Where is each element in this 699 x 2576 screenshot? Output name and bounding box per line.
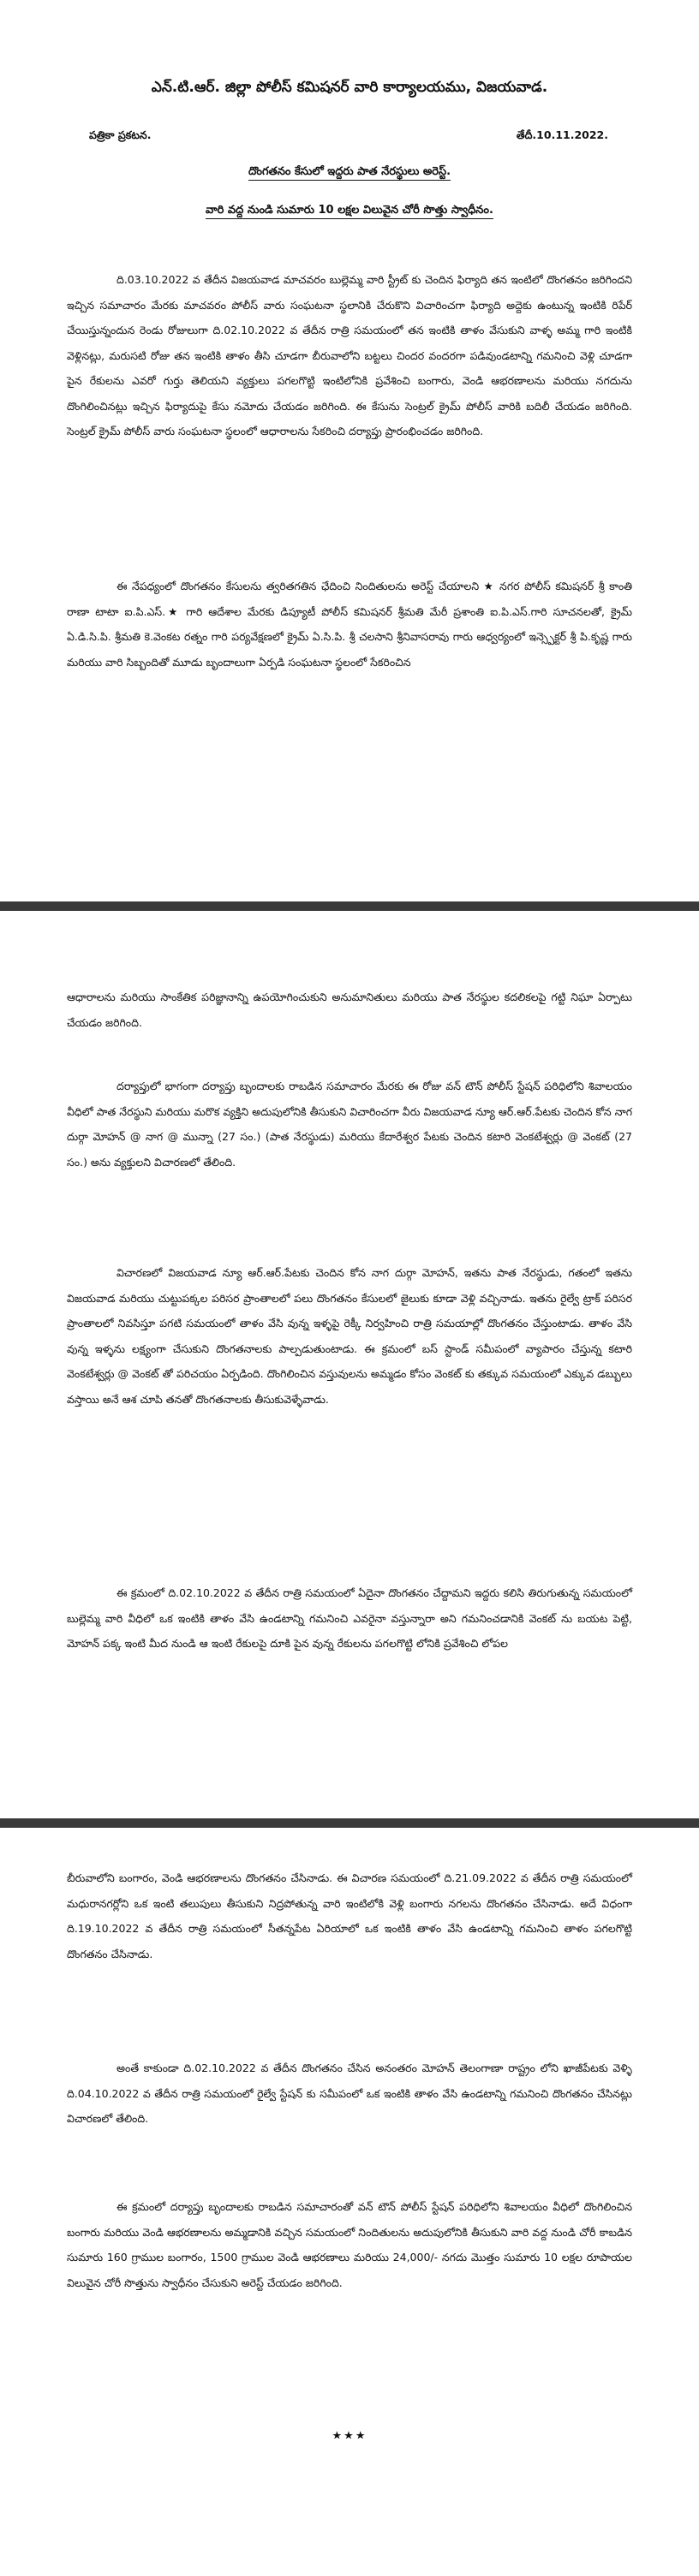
paragraph-investigation: ఈ నేపధ్యంలో దొంగతనం కేసులను త్వరితగతిన ఛేదించి నిందితులను అరెస్ట్ చేయాలని ★ నగర పోలీస్ కమిషనర్ శ్రీ కాంతి రాణా టాటా ఐ.పి.ఎస్.★ గారి ఆదేశాల మేరకు డిప్యూటీ పోలీస్ కమిషనర్ శ్రీమతి మేరీ ప్రశాంతి ఐ.పి.ఎస్.గారి సూచనలతో, క్రైమ్ ఏ.డి.సి.పి. శ్రీమతి కె.వెంకట రత్నం గారి పర్యవేక్షణలో క్రైమ్ ఏ.సి.పి. శ్రీ చలసాని శ్రీనివాసరావు గారు ఆధ్వర్యంలో ఇన్స్పెక్టర్ శ్రీ పి.కృష్ణ గారు మరియు వారి సిబ్బందితో మూడు బృందాలుగా ఏర్పడి సంఘటనా స్థలంలో సేకరించిన [67,580,632,669]
press-release-row [89,128,608,145]
office-title: ఎన్.టి.ఆర్. జిల్లా పోలీస్ కమిషనర్ వారి కార్యాలయము, విజయవాడ. [151,79,548,96]
paragraph-surveillance: ఆధారాలను మరియు సాంకేతిక పరిజ్ఞానాన్ని ఉపయోగించుకుని అనుమానితులు మరియు పాత నేరస్థుల కదలికలపై గట్టి నిఘా ఏర్పాటు చేయడం జరిగింది. [67,991,632,1029]
paragraph-kazipet-theft: అంతే కాకుండా ది.02.10.2022 వ తేదీన దొంగతనం చేసిన అనంతరం మోహన్ తెలంగాణా రాష్ట్రం లోని ఖాజీపేటకు వెళ్ళి ది.04.10.2022 వ తేదీన రాత్రి సమయంలో రైల్వే స్టేషన్ కు సమీపంలో ఒక ఇంటికి తాళం వేసి ఉండటాన్ని గమనించి దొంగతనం చేసినట్లు విచారణలో తేలింది. [67,2061,632,2125]
paragraph-complaint: ది.03.10.2022 వ తేదీన విజయవాడ మాచవరం బుల్లెమ్మ వారి స్ట్రీట్ కు చెందిన ఫిర్యాది తన ఇంటిలో దొంగతనం జరిగిందని ఇచ్చిన సమాచారం మేరకు మాచవరం పోలీస్ వారు సంఘటనా స్థలానికి చేరుకొని విచారించగా ఫిర్యాది అద్దెకు ఉంటున్న ఇంటికి రిపేర్ చేయిస్తున్నందున రెండు రోజులుగా ది.02.10.2022 వ తేదీన రాత్రి సమయంలో తన ఇంటికి తాళం వేసుకుని వాళ్ళ అమ్మ గారి ఇంటికి వెళ్లినట్లు, మరుసటి రోజు తన ఇంటికి తాళం తీసి చూడగా బీరువాలోని బట్టలు చిందర వందరగా పడివుండటాన్ని గమనించి వెళ్లి చూడగా పైన రేకులను ఎవరో గుర్తు తెలియని వ్యక్తులు పగలగొట్టి ఇంటిలోనికి ప్రవేశించి బంగారు, వెండి ఆభరణాలను మరియు నగదును దొంగిలించినట్లు ఇచ్చిన ఫిర్యాదుపై కేసు నమోదు చేయడం జరిగింది. ఈ కేసును సెంట్రల్ క్రైమ్ పోలీస్ వారికి బదిలీ చేయడం జరిగింది. సెంట్రల్ క్రైమ్ పోలీస్ వారు సంఘటనా స్థలంలో ఆధారాలను సేకరించి దర్యాప్తు ప్రారంభించడం జరిగింది. [67,273,632,437]
page-2 [0,911,699,1818]
paragraph-incident: ఈ క్రమంలో ది.02.10.2022 వ తేదీన రాత్రి సమయంలో ఏదైనా దొంగతనం చేద్దామని ఇద్దరు కలిసి తిరుగుతున్న సమయంలో బుల్లెమ్మ వారి వీధిలో ఒక ఇంటికి తాళం వేసి ఉండటాన్ని గమనించి ఎవరైనా వస్తున్నారా అని గమనించడానికి వెంకట్ ను బయట పెట్టి, మోహన్ పక్క ఇంటి మీద నుండి ఆ ఇంటి రేకులపై దూకి పైన వున్న రేకులను పగలగొట్టి లోనికి ప్రవేశించి లోపల [67,1586,632,1650]
subtitle-arrest: దొంగతనం కేసులో ఇద్దరు పాత నేరస్థులు అరెస్ట్. [0,165,699,181]
page-3 [0,1828,699,2576]
page-separator [0,1818,699,1828]
paragraph-other-thefts: బీరువాలోని బంగారం, వెండి ఆభరణాలను దొంగతనం చేసినాడు. ఈ విచారణ సమయంలో ది.21.09.2022 వ తేదీన రాత్రి సమయంలో మధురానగర్లోని ఒక ఇంటి తలుపులు తీసుకుని నిద్రపోతున్న వారి ఇంటిలోకి వెళ్లి బంగారు నగలను దొంగతనం చేసినాడు. అదే విధంగా ది.19.10.2022 వ తేదీన రాత్రి సమయంలో సీతన్నపేట ఏరియాలో ఒక ఇంటికి తాళం వేసి ఉండటాన్ని గమనించి తాళం పగలగొట్టి దొంగతనం చేసినాడు. [67,1871,632,1960]
paragraph-accused: దర్యాప్తులో భాగంగా దర్యాప్తు బృందాలకు రాబడిన సమాచారం మేరకు ఈ రోజు వన్ టౌన్ పోలీస్ స్టేషన్ పరిధిలోని శివాలయం వీధిలో పాత నేరస్థుని మరియు మరొక వ్యక్తిని అదుపులోనికి తీసుకుని విచారించగా వీరు విజయవాడ న్యూ ఆర్.ఆర్.పేటకు చెందిన కోన నాగ దుర్గా మోహన్ @ నాగ @ మున్నా (27 సం.) (పాత నేరస్థుడు) మరియు కేదారేశ్వర పేటకు చెందిన కటారి వెంకటేశ్వర్లు @ వెంకట్ (27 సం.) అను వ్యక్తులని విచారణలో తేలింది. [67,1080,632,1169]
page-separator [0,901,699,911]
page-1 [0,0,699,901]
release-date: తేదీ.10.11.2022. [516,128,608,141]
press-release-label: పత్రికా ప్రకటన. [89,128,152,141]
end-mark: ★★★ [332,2430,367,2442]
paragraph-modus-operandi: విచారణలో విజయవాడ న్యూ ఆర్.ఆర్.పేటకు చెందిన కోన నాగ దుర్గా మోహన్, ఇతను పాత నేరస్థుడు, గతంలో ఇతను విజయవాడ మరియు చుట్టుపక్కల పరిసర ప్రాంతాలలో పలు దొంగతనం కేసులలో జైలుకు కూడా వెళ్లి వచ్చినాడు. ఇతను రైల్వే ట్రాక్ పరిసర ప్రాంతాలలో నివసిస్తూ పగటి సమయంలో తాళం వేసి వున్న ఇళ్ళపై రెక్కీ నిర్వహించి రాత్రి సమయాల్లో దొంగతనం చేస్తుంటాడు. తాళం వేసి వున్న ఇళ్ళను లక్ష్యంగా చేసుకుని దొంగతనాలకు పాల్పడుతుంటాడు. ఈ క్రమంలో బస్ స్టాండ్ సమీపంలో వ్యాపారం చేస్తున్న కటారి వెంకటేశ్వర్లు @ వెంకట్ తో పరిచయం ఏర్పడింది. దొంగిలించిన వస్తువులను అమ్మడం కోసం వెంకట్ కు తక్కువ సమయంలో ఎక్కువ డబ్బులు వస్తాయి అనే ఆశ చూపి తనతో దొంగతనాలకు తీసుకువెళ్ళేవాడు. [67,1266,632,1406]
subtitle-recovery: వారి వద్ద నుండి సుమారు 10 లక్షల విలువైన చోరీ సొత్తు స్వాధీనం. [0,204,699,219]
paragraph-recovery: ఈ క్రమంలో దర్యాప్తు బృందాలకు రాబడిన సమాచారంతో వన్ టౌన్ పోలీస్ స్టేషన్ పరిధిలోని శివాలయం వీధిలో దొంగిలించిన బంగారు మరియు వెండి ఆభరణాలను అమ్మడానికి వచ్చిన సమయంలో నిందితులను అదుపులోనికి తీసుకుని వారి వద్ద నుండి చోరీ కాబడిన సుమారు 160 గ్రాముల బంగారం, 1500 గ్రాముల వెండి ఆభరణాలు మరియు 24,000/- నగదు మొత్తం సుమారు 10 లక్షల రూపాయల విలువైన చోరీ సొత్తును స్వాధీనం చేసుకుని అరెస్ట్ చేయడం జరిగింది. [67,2200,632,2289]
